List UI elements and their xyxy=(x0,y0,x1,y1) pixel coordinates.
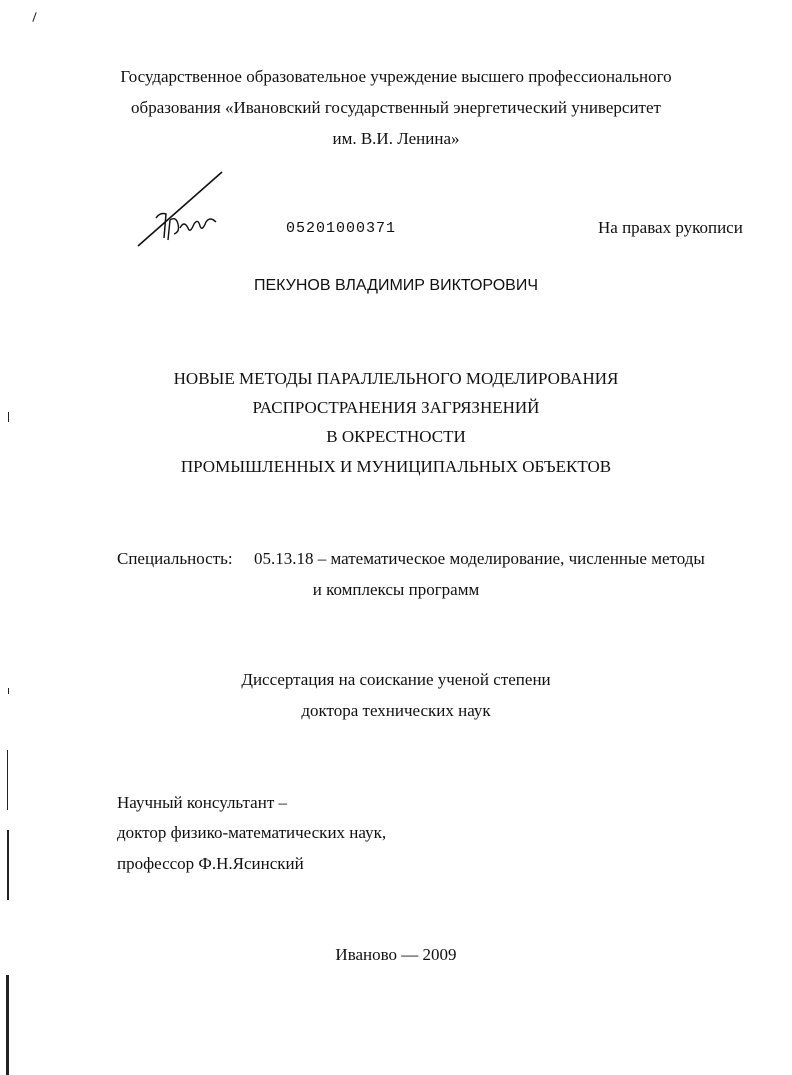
handwritten-signature xyxy=(130,168,230,253)
scan-mark-top xyxy=(32,12,36,22)
specialty-continuation: и комплексы программ xyxy=(312,580,480,599)
institution-line-3: им. В.И. Ленина» xyxy=(332,129,460,148)
degree-line-1: Диссертация на соискание ученой степени xyxy=(241,670,551,689)
institution-line-2: образования «Ивановский государственный энергетический университет xyxy=(131,98,661,117)
specialty-label: Специальность: xyxy=(117,549,233,568)
consultant-line-1: Научный консультант – xyxy=(117,793,287,812)
consultant-line-3: профессор Ф.Н.Ясинский xyxy=(117,854,304,873)
consultant-line-2: доктор физико-математических наук, xyxy=(117,823,387,842)
title-line-4: ПРОМЫШЛЕННЫХ И МУНИЦИПАЛЬНЫХ ОБЪЕКТОВ xyxy=(180,457,612,476)
specialty-code: 05.13.18 – математическое моделирование, численные методы xyxy=(254,549,705,568)
scan-mark-left-5 xyxy=(6,975,9,1075)
city-year: Иваново — 2009 xyxy=(335,945,457,964)
degree-line-2: доктора технических наук xyxy=(301,701,491,720)
title-line-2: РАСПРОСТРАНЕНИЯ ЗАГРЯЗНЕНИЙ xyxy=(252,398,540,417)
author-name: ПЕКУНОВ ВЛАДИМИР ВИКТОРОВИЧ xyxy=(253,277,539,294)
rights-note: На правах рукописи xyxy=(598,218,743,237)
institution-line-1: Государственное образовательное учреждение высшего профессионального xyxy=(120,67,672,86)
catalog-number: 05201000371 xyxy=(286,220,397,237)
title-line-3: В ОКРЕСТНОСТИ xyxy=(326,427,466,446)
scan-mark-left-4 xyxy=(7,830,9,900)
title-line-1: НОВЫЕ МЕТОДЫ ПАРАЛЛЕЛЬНОГО МОДЕЛИРОВАНИЯ xyxy=(173,369,619,388)
scan-mark-left-3 xyxy=(7,750,8,810)
